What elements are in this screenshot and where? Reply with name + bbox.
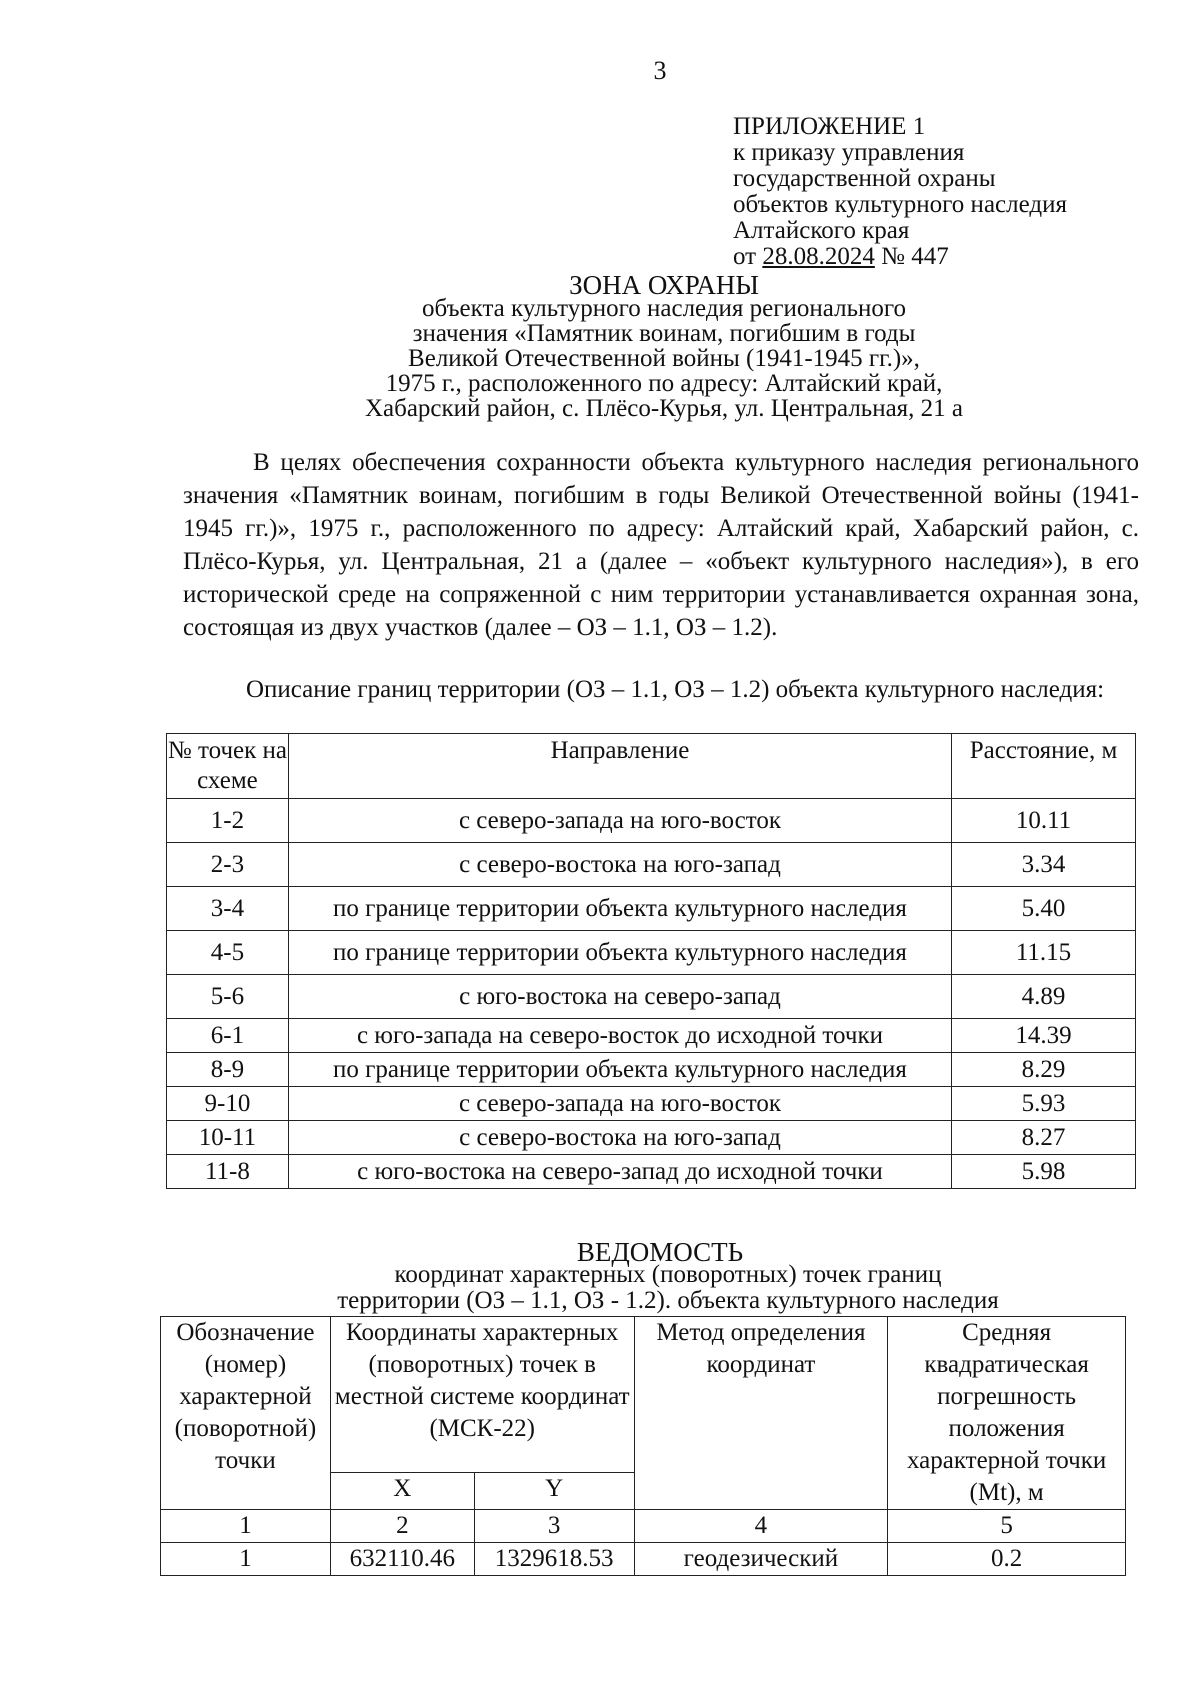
- appendix-line: объектов культурного наследия: [733, 191, 1067, 218]
- table-row: [167, 843, 1136, 887]
- col-number: 4: [634, 1510, 888, 1543]
- boundary-table: [166, 733, 1136, 1189]
- cell-point: 1: [161, 1543, 331, 1576]
- zone-title: ЗОНА ОХРАНЫ: [569, 270, 759, 300]
- header-coordinates: Координаты характерных (поворотных) точек в местной системе координат (МСК-22): [330, 1317, 634, 1473]
- cell-direction: с юго-востока на северо-запад: [288, 975, 951, 1019]
- cell-points: 10-11: [167, 1121, 289, 1155]
- header-points: № точек на схеме: [167, 734, 289, 799]
- cell-y: 1329618.53: [474, 1543, 634, 1576]
- zone-line: объекта культурного наследия регионального: [422, 295, 906, 322]
- cell-points: 8-9: [167, 1053, 289, 1087]
- intro-paragraph: В целях обеспечения сохранности объекта культурного наследия регионального значения «Памятник воинам, погибшим в годы Великой Отечественной войны (1941-1945 гг.)», 1975 г., расположенного по адресу: Алтайский край, Хабарский район, с. Плёсо-Курья, ул. Центральная, 21 а (далее – «объект культурного наследия»), в его исторической среде на сопряженной с ним территории устанавливается охранная зона, состоящая из двух участков (далее – ОЗ – 1.1, ОЗ – 1.2).: [183, 449, 1139, 641]
- cell-distance: 3.34: [952, 843, 1136, 887]
- table-row: [167, 1019, 1136, 1053]
- cell-distance: 5.98: [952, 1155, 1136, 1189]
- table-row: [167, 975, 1136, 1019]
- zone-subtitle: [0, 296, 1200, 421]
- zone-line: Хабарский район, с. Плёсо-Курья, ул. Центральная, 21 а: [364, 395, 964, 422]
- cell-method: геодезический: [634, 1543, 888, 1576]
- cell-points: 5-6: [167, 975, 289, 1019]
- date-prefix: от: [733, 243, 757, 270]
- zone-line: 1975 г., расположенного по адресу: Алтайский край,: [385, 370, 943, 397]
- cell-distance: 5.93: [952, 1087, 1136, 1121]
- appendix-line: государственной охраны: [733, 165, 996, 192]
- coordinates-table: [160, 1316, 1126, 1576]
- cell-direction: с северо-востока на юго-запад: [288, 843, 951, 887]
- order-date: 28.08.2024: [762, 243, 875, 270]
- cell-direction: с северо-запада на юго-восток: [288, 799, 951, 843]
- cell-points: 9-10: [167, 1087, 289, 1121]
- appendix-date-line: [733, 244, 1067, 270]
- cell-points: 4-5: [167, 931, 289, 975]
- cell-direction: по границе территории объекта культурного наследия: [288, 931, 951, 975]
- page-number: 3: [653, 56, 667, 85]
- cell-direction: по границе территории объекта культурного наследия: [288, 887, 951, 931]
- cell-direction: с юго-запада на северо-восток до исходной точки: [288, 1019, 951, 1053]
- header-y: Y: [474, 1473, 634, 1510]
- cell-direction: с юго-востока на северо-запад до исходной точки: [288, 1155, 951, 1189]
- cell-x: 632110.46: [330, 1543, 474, 1576]
- cell-distance: 14.39: [952, 1019, 1136, 1053]
- cell-direction: по границе территории объекта культурного наследия: [288, 1053, 951, 1087]
- coord-header-row: [161, 1317, 1126, 1473]
- cell-points: 6-1: [167, 1019, 289, 1053]
- vedomost-title: ВЕДОМОСТЬ: [576, 1237, 744, 1267]
- col-number: 3: [474, 1510, 634, 1543]
- cell-points: 11-8: [167, 1155, 289, 1189]
- header-x: X: [330, 1473, 474, 1510]
- table-row: [167, 1053, 1136, 1087]
- header-direction: Направление: [288, 734, 951, 799]
- appendix-title: ПРИЛОЖЕНИЕ 1: [733, 113, 926, 140]
- cell-points: 3-4: [167, 887, 289, 931]
- header-method: Метод определения координат: [634, 1317, 888, 1510]
- appendix-line: к приказу управления: [733, 139, 965, 166]
- header-distance: Расстояние, м: [952, 734, 1136, 799]
- appendix-line: Алтайского края: [733, 217, 910, 244]
- col-number: 1: [161, 1510, 331, 1543]
- table-row: [167, 887, 1136, 931]
- col-number: 2: [330, 1510, 474, 1543]
- column-number-row: [161, 1510, 1126, 1543]
- table-row: [167, 799, 1136, 843]
- vedomost-subtitle: [230, 1262, 1106, 1314]
- order-number: № 447: [881, 243, 949, 270]
- table-header-row: [167, 734, 1136, 799]
- cell-direction: с северо-востока на юго-запад: [288, 1121, 951, 1155]
- appendix-block: [733, 114, 1067, 270]
- cell-distance: 5.40: [952, 887, 1136, 931]
- zone-line: значения «Памятник воинам, погибшим в годы: [412, 320, 916, 347]
- table-row: [167, 1155, 1136, 1189]
- header-point-designation: Обозначение (номер) характерной (поворотной) точки: [161, 1317, 331, 1510]
- header-error: Средняя квадратическая погрешность положения характерной точки (Mt), м: [888, 1317, 1126, 1510]
- cell-distance: 10.11: [952, 799, 1136, 843]
- vedomost-line: территории (ОЗ – 1.1, ОЗ - 1.2). объекта культурного наследия: [337, 1287, 999, 1314]
- cell-error: 0.2: [888, 1543, 1126, 1576]
- vedomost-line: координат характерных (поворотных) точек границ: [394, 1261, 942, 1288]
- cell-distance: 8.29: [952, 1053, 1136, 1087]
- cell-direction: с северо-запада на юго-восток: [288, 1087, 951, 1121]
- description-title: Описание границ территории (ОЗ – 1.1, ОЗ – 1.2) объекта культурного наследия:: [245, 676, 1105, 703]
- zone-line: Великой Отечественной войны (1941-1945 гг.)»,: [408, 345, 920, 372]
- table-row: [161, 1543, 1126, 1576]
- table-row: [167, 1087, 1136, 1121]
- table-row: [167, 931, 1136, 975]
- cell-points: 2-3: [167, 843, 289, 887]
- cell-points: 1-2: [167, 799, 289, 843]
- cell-distance: 11.15: [952, 931, 1136, 975]
- cell-distance: 4.89: [952, 975, 1136, 1019]
- cell-distance: 8.27: [952, 1121, 1136, 1155]
- col-number: 5: [888, 1510, 1126, 1543]
- table-row: [167, 1121, 1136, 1155]
